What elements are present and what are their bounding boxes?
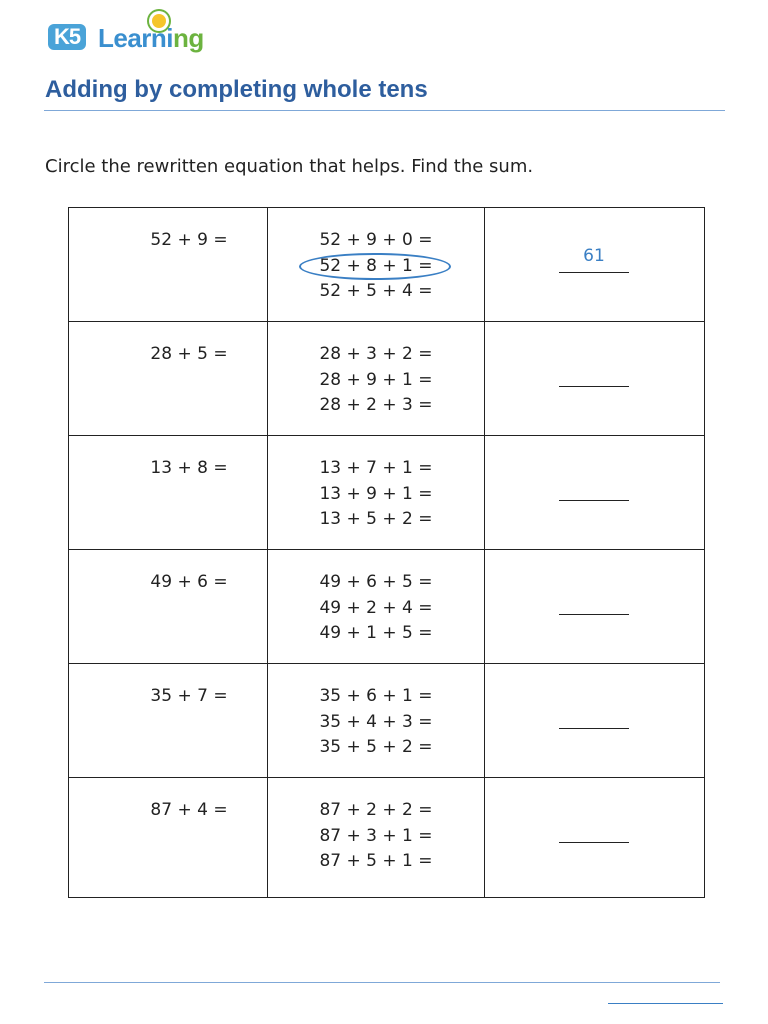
- page-title: Adding by completing whole tens: [45, 76, 428, 103]
- problem-cell: [69, 436, 268, 550]
- rewritten-option[interactable]: 28 + 2 + 3 =: [319, 395, 433, 415]
- rewritten-option[interactable]: 49 + 1 + 5 =: [319, 623, 433, 643]
- logo-wordmark: Learning: [98, 23, 204, 53]
- answer-blank[interactable]: [559, 728, 629, 729]
- rewritten-option[interactable]: 35 + 4 + 3 =: [319, 711, 433, 732]
- answer-cell: [485, 436, 705, 550]
- rewritten-option[interactable]: 35 + 6 + 1 =: [319, 686, 433, 706]
- title-divider: [44, 110, 725, 111]
- options-cell: [268, 550, 485, 664]
- problem-cell: [69, 664, 268, 778]
- answer-value: 61: [583, 246, 605, 266]
- rewritten-option[interactable]: 87 + 3 + 1 =: [319, 825, 433, 846]
- k5-learning-logo: [48, 14, 218, 60]
- problem-equation: 52 + 9 =: [150, 230, 228, 250]
- answer-cell: [485, 550, 705, 664]
- options-cell: [268, 436, 485, 550]
- answer-cell: [485, 208, 705, 322]
- problem-cell: [69, 322, 268, 436]
- rewritten-option[interactable]: 13 + 7 + 1 =: [319, 458, 433, 478]
- problem-row: [69, 778, 705, 898]
- rewritten-option[interactable]: 49 + 6 + 5 =: [319, 572, 433, 592]
- rewritten-option[interactable]: 35 + 5 + 2 =: [319, 737, 433, 757]
- problem-row: [69, 664, 705, 778]
- problem-cell: [69, 778, 268, 898]
- instructions-text: Circle the rewritten equation that helps. Find the sum.: [45, 156, 534, 177]
- rewritten-option[interactable]: 52 + 9 + 0 =: [319, 230, 433, 250]
- answer-blank[interactable]: [559, 500, 629, 501]
- options-cell: [268, 208, 485, 322]
- problem-equation: 13 + 8 =: [150, 458, 228, 478]
- answer-blank[interactable]: [559, 272, 629, 273]
- logo-k5-badge: K5: [48, 24, 86, 50]
- answer-cell: [485, 778, 705, 898]
- rewritten-option[interactable]: 13 + 5 + 2 =: [319, 509, 433, 529]
- problem-row: [69, 436, 705, 550]
- rewritten-option[interactable]: 28 + 9 + 1 =: [319, 369, 433, 390]
- rewritten-option[interactable]: 87 + 5 + 1 =: [319, 851, 433, 871]
- answer-cell: [485, 664, 705, 778]
- problem-cell: [69, 550, 268, 664]
- problem-equation: 35 + 7 =: [150, 686, 228, 706]
- problem-row: [69, 322, 705, 436]
- options-cell: [268, 322, 485, 436]
- problem-cell: [69, 208, 268, 322]
- rewritten-option[interactable]: 52 + 5 + 4 =: [319, 281, 433, 301]
- problem-row: [69, 550, 705, 664]
- problem-equation: 28 + 5 =: [150, 344, 228, 364]
- answer-blank[interactable]: [559, 614, 629, 615]
- options-cell: [268, 664, 485, 778]
- answer-blank[interactable]: [559, 386, 629, 387]
- rewritten-option[interactable]: 13 + 9 + 1 =: [319, 483, 433, 504]
- circled-option[interactable]: 52 + 8 + 1 =: [268, 254, 484, 280]
- problem-equation: 87 + 4 =: [150, 800, 228, 820]
- rewritten-option[interactable]: 49 + 2 + 4 =: [319, 597, 433, 618]
- rewritten-option[interactable]: 28 + 3 + 2 =: [319, 344, 433, 364]
- rewritten-option[interactable]: 87 + 2 + 2 =: [319, 800, 433, 820]
- worksheet-table: [68, 207, 705, 898]
- options-cell: [268, 778, 485, 898]
- answer-blank[interactable]: [559, 842, 629, 843]
- problem-equation: 49 + 6 =: [150, 572, 228, 592]
- footer-divider: [44, 982, 720, 983]
- footer-link-underline[interactable]: [608, 1003, 723, 1004]
- answer-cell: [485, 322, 705, 436]
- problem-row: [69, 208, 705, 322]
